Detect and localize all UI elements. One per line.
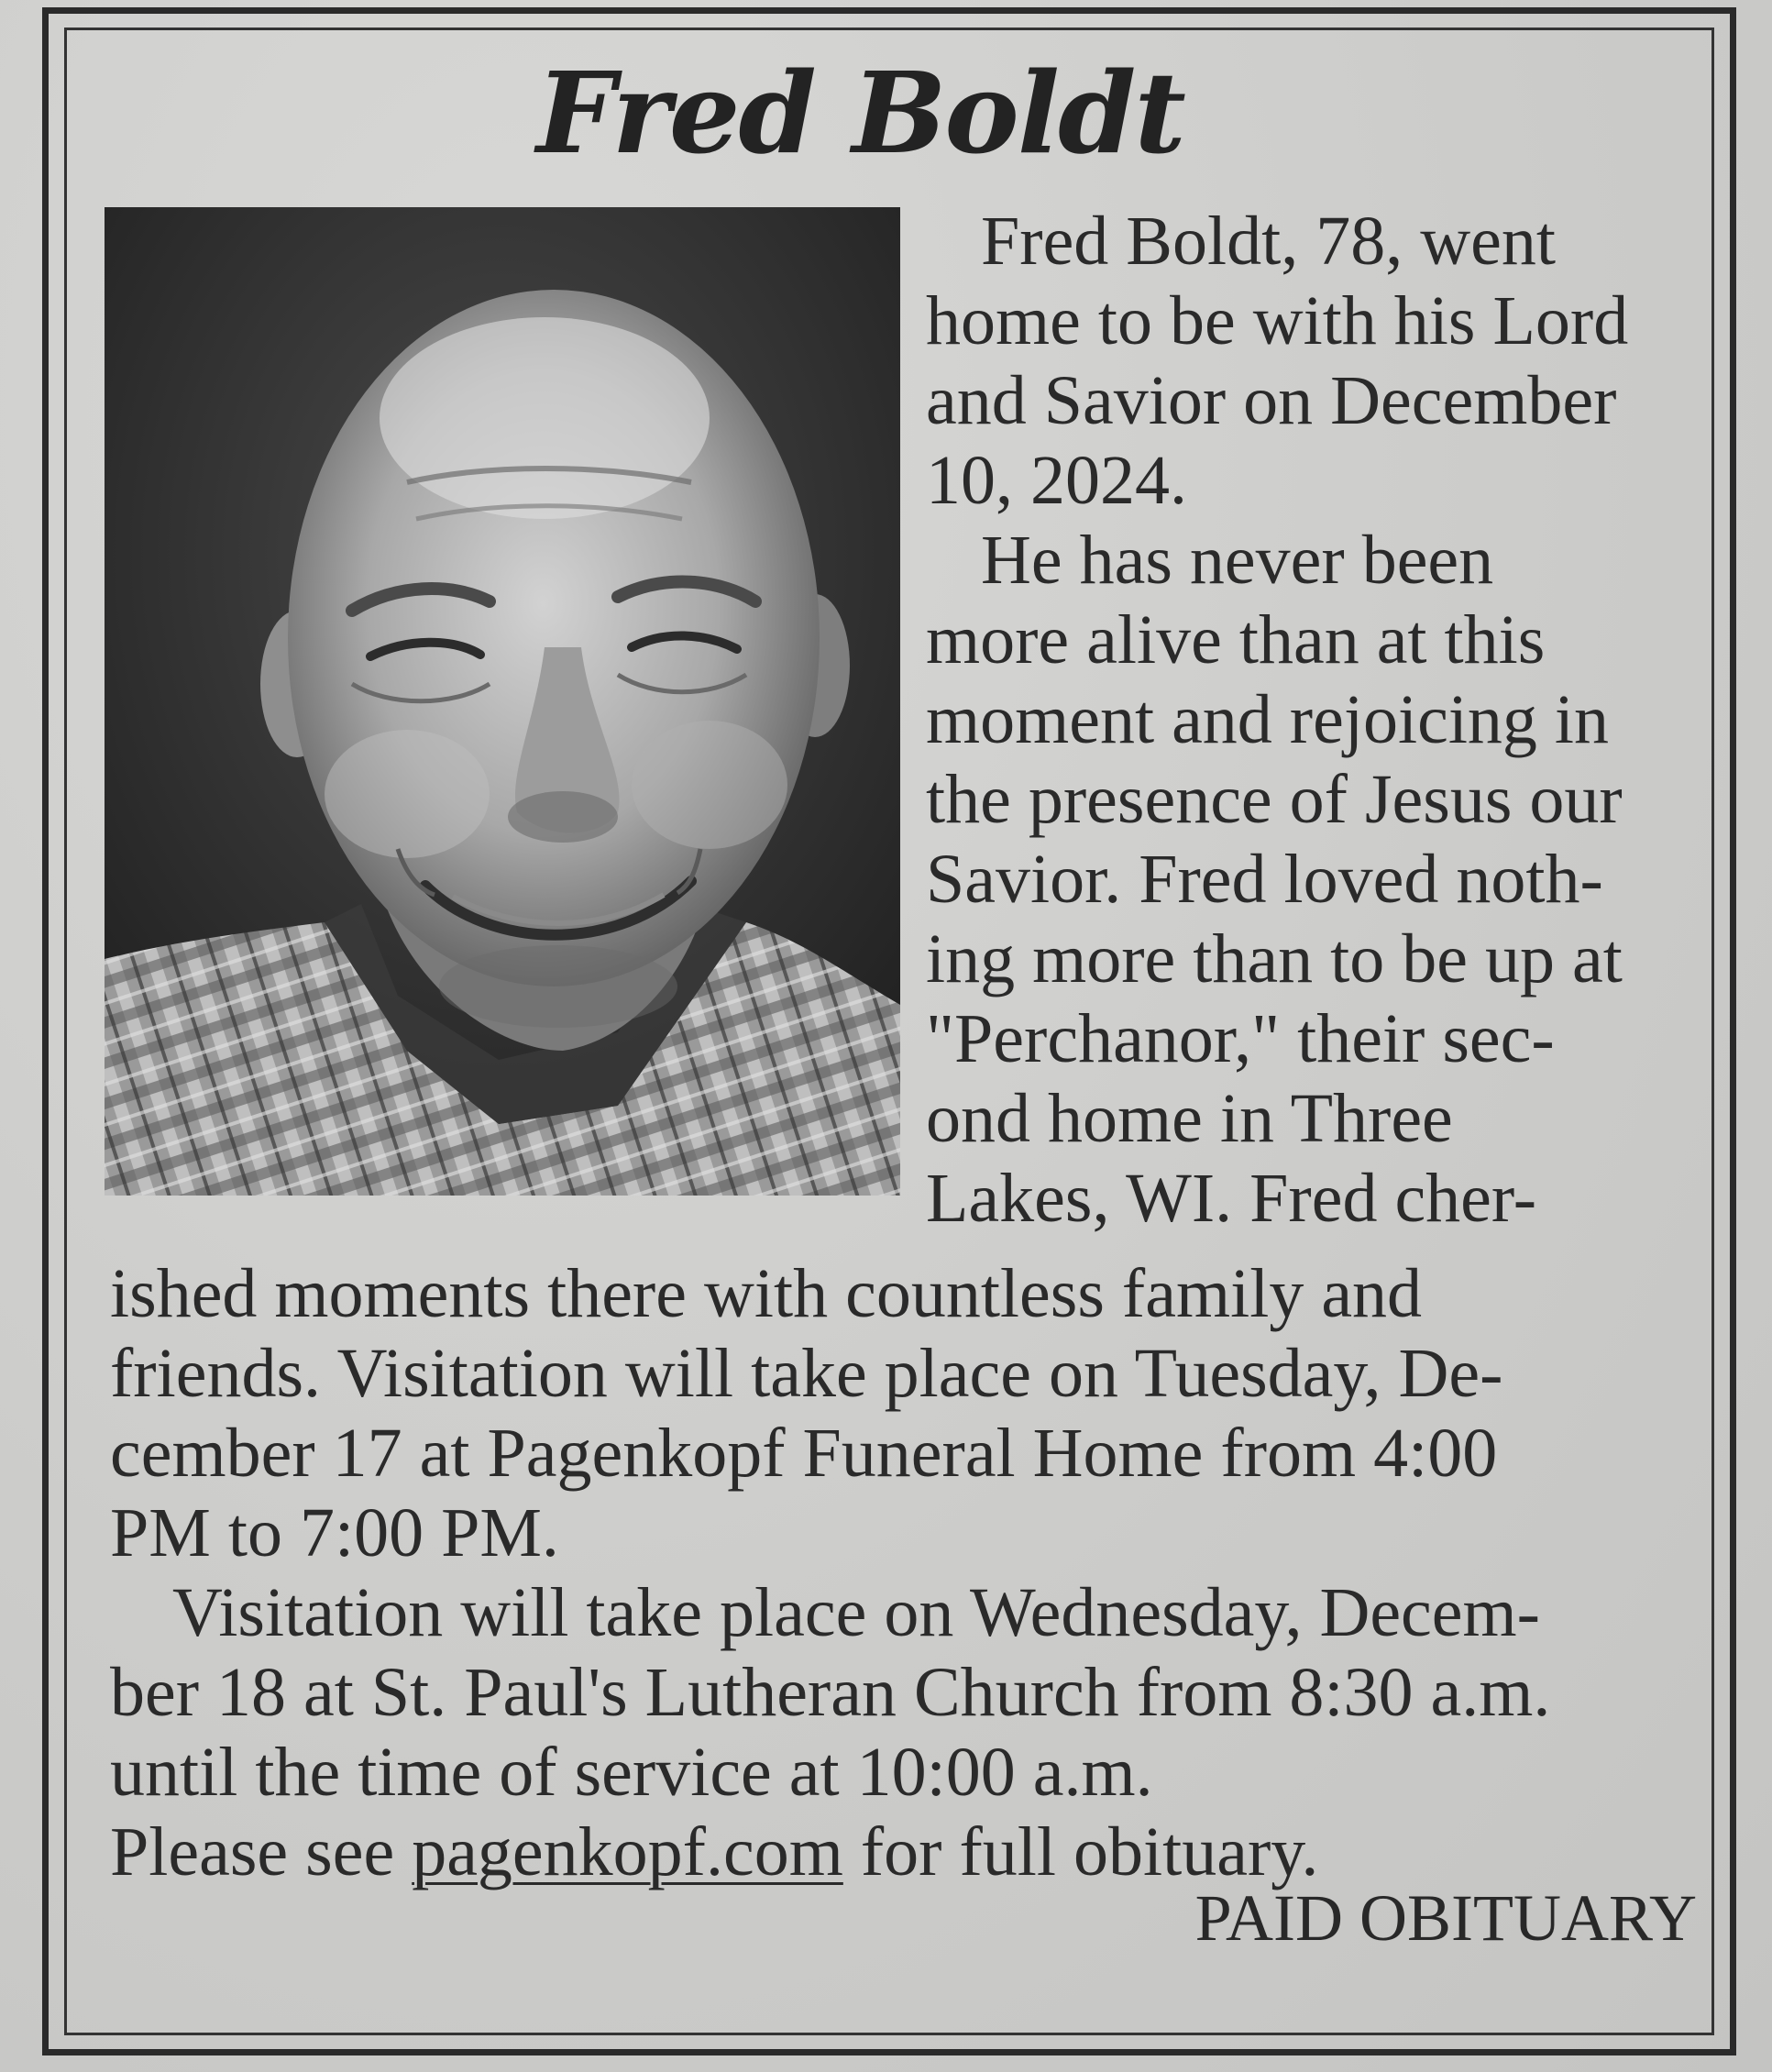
text-line: friends. Visitation will take place on Tuesday, De- xyxy=(110,1335,1503,1412)
text-line: Lakes, WI. Fred cher- xyxy=(926,1160,1537,1237)
text-line: Fred Boldt, 78, went xyxy=(981,203,1556,280)
obituary-text-full xyxy=(110,1254,1550,1892)
text-line: He has never been xyxy=(981,522,1494,599)
see-suffix: for full obituary. xyxy=(842,1813,1319,1890)
see-full-obituary-line xyxy=(110,1813,1550,1892)
text-line: moment and rejoicing in xyxy=(926,681,1610,758)
text-line: home to be with his Lord xyxy=(926,282,1629,359)
text-line: cember 17 at Pagenkopf Funeral Home from 4:00 xyxy=(110,1415,1498,1492)
text-line: until the time of service at 10:00 a.m. xyxy=(110,1734,1153,1811)
text-line: PM to 7:00 PM. xyxy=(110,1494,559,1571)
obituary-text-wrapped xyxy=(926,202,1628,1239)
text-line: Savior. Fred loved noth- xyxy=(926,841,1603,918)
text-line: the presence of Jesus our xyxy=(926,761,1623,838)
text-line: ished moments there with countless family and xyxy=(110,1255,1423,1332)
see-prefix: Please see xyxy=(110,1813,413,1890)
text-line: ond home in Three xyxy=(926,1080,1453,1157)
text-line: more alive than at this xyxy=(926,601,1546,678)
portrait-photo xyxy=(105,207,900,1196)
headline-name: Fred Boldt xyxy=(536,47,1184,179)
text-line: "Perchanor," their sec- xyxy=(926,1000,1555,1077)
text-line: ing more than to be up at xyxy=(926,920,1623,997)
text-line: Visitation will take place on Wednesday, Decem- xyxy=(172,1574,1540,1651)
text-line: 10, 2024. xyxy=(926,442,1187,519)
paid-obituary-label: PAID OBITUARY xyxy=(1194,1881,1697,1955)
obituary-headline xyxy=(0,47,1772,179)
funeral-home-website-link[interactable]: pagenkopf.com xyxy=(412,1813,843,1890)
text-line: ber 18 at St. Paul's Lutheran Church from 8:30 a.m. xyxy=(110,1654,1551,1731)
text-line: and Savior on December xyxy=(926,362,1617,439)
